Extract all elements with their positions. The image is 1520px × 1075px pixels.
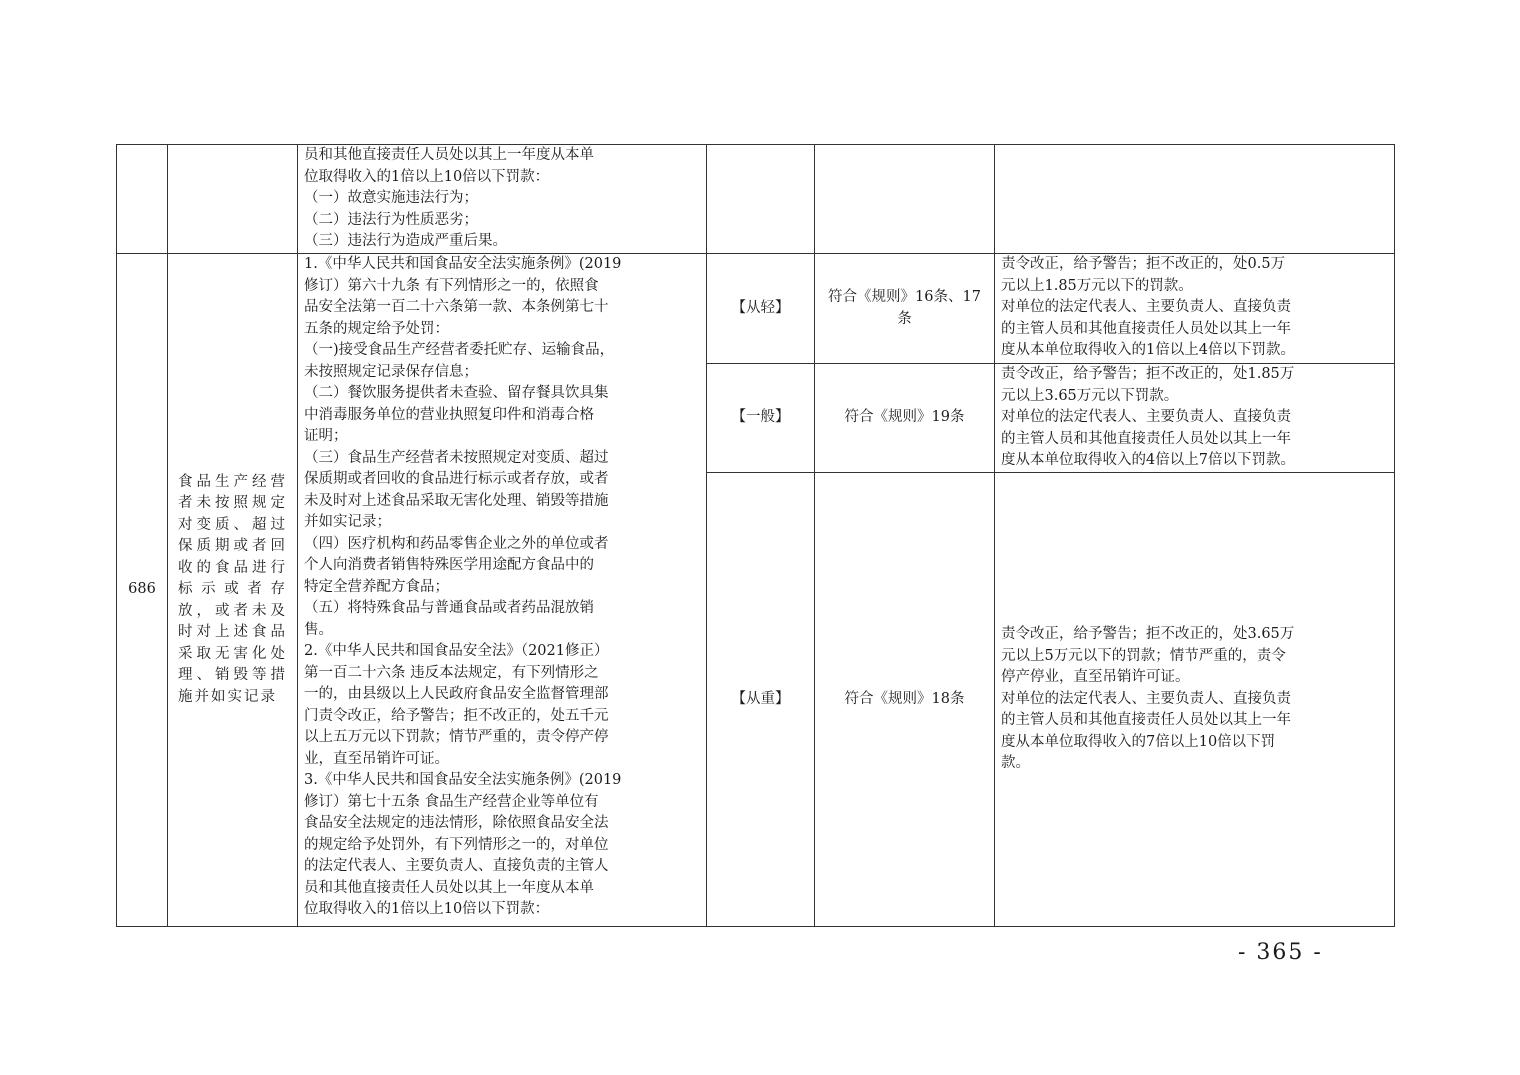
penalty-line: 度从本单位取得收入的7倍以上10倍以下罚: [1001, 733, 1276, 750]
basis-line: 修订）第七十五条 食品生产经营企业等单位有: [304, 793, 599, 810]
penalty-line: 的主管人员和其他直接责任人员处以其上一年: [1001, 712, 1291, 729]
prev-level-cell: [707, 145, 815, 254]
penalty-line: 责令改正，给予警告；拒不改正的，处0.5万: [1001, 256, 1286, 272]
basis-line: 员和其他直接责任人员处以其上一年度从本单: [304, 879, 594, 896]
penalty-line: 的主管人员和其他直接责任人员处以其上一年: [1001, 430, 1291, 447]
basis-line: 保质期或者回收的食品进行标示或者存放，或者: [304, 471, 609, 487]
penalty-line: 度从本单位取得收入的1倍以上4倍以下罚款。: [1001, 342, 1295, 358]
basis-line: （五）将特殊食品与普通食品或者药品混放销: [304, 600, 594, 616]
penalty-table: [116, 144, 1395, 927]
basis-line: 3.《中华人民共和国食品安全法实施条例》(2019: [304, 772, 622, 788]
penalty-line: 元以上1.85万元以下的罚款。: [1001, 277, 1193, 294]
penalty-line: 对单位的法定代表人、主要负责人、直接负责: [1001, 690, 1291, 707]
basis-line: 特定全营养配方食品；: [304, 578, 449, 595]
basis-line: 五条的规定给予处罚：: [304, 320, 449, 337]
basis-line: 1.《中华人民共和国食品安全法实施条例》(2019: [304, 256, 622, 272]
basis-line: 食品安全法规定的违法情形，除依照食品安全法: [304, 815, 609, 831]
prev-item-cell: [168, 145, 298, 254]
penalty-line: 责令改正，给予警告；拒不改正的，处3.65万: [1001, 626, 1295, 643]
basis-line: （三）违法行为造成严重后果。: [304, 233, 507, 249]
basis-line: 未按照规定记录保存信息；: [304, 363, 478, 380]
prev-number-cell: [117, 145, 168, 254]
penalty-normal: [995, 364, 1395, 473]
basis-line: （二）违法行为性质恶劣；: [304, 211, 478, 228]
basis-line: 员和其他直接责任人员处以其上一年度从本单: [304, 147, 594, 163]
prev-condition-cell: [815, 145, 995, 254]
level-normal: 【一般】: [707, 364, 815, 473]
page-number: - 365 -: [1238, 940, 1323, 965]
basis-line: 未及时对上述食品采取无害化处理、销毁等措施: [304, 492, 609, 509]
basis-line: 以上五万元以下罚款；情节严重的，责令停产停: [304, 729, 609, 745]
basis-line: 一的，由县级以上人民政府食品安全监督管理部: [304, 686, 609, 702]
penalty-light: [995, 254, 1395, 364]
basis-line: 修订）第六十九条 有下列情形之一的，依照食: [304, 277, 599, 294]
basis-line: 中消毒服务单位的营业执照复印件和消毒合格: [304, 406, 594, 423]
basis-line: （二）餐饮服务提供者未查验、留存餐具饮具集: [304, 385, 609, 401]
basis-line: （一）故意实施违法行为；: [304, 190, 478, 206]
legal-basis: [298, 254, 707, 927]
table-row: [117, 254, 1395, 364]
basis-line: 2.《中华人民共和国食品安全法》（2021修正）: [304, 643, 609, 659]
basis-line: （四）医疗机构和药品零售企业之外的单位或者: [304, 535, 609, 552]
penalty-line: 对单位的法定代表人、主要负责人、直接负责: [1001, 299, 1291, 315]
basis-line: 证明；: [304, 428, 348, 444]
basis-line: 个人向消费者销售特殊医学用途配方食品中的: [304, 557, 594, 573]
basis-line: 业，直至吊销许可证。: [304, 750, 449, 767]
penalty-line: 责令改正，给予警告；拒不改正的，处1.85万: [1001, 366, 1295, 382]
item-name: 食品生产经营者未按照规定对变质、超过保质期或者回收的食品进行标示或者存放，或者未及时对上述食品采取无害化处理、销毁等措施并如实记录: [168, 254, 298, 927]
penalty-line: 对单位的法定代表人、主要负责人、直接负责: [1001, 409, 1291, 425]
basis-line: 第一百二十六条 违反本法规定，有下列情形之: [304, 664, 599, 681]
basis-line: 的法定代表人、主要负责人、直接负责的主管人: [304, 858, 609, 874]
prev-basis-cell: [298, 145, 707, 254]
penalty-line: 度从本单位取得收入的4倍以上7倍以下罚款。: [1001, 452, 1295, 468]
condition-normal: 符合《规则》19条: [815, 364, 995, 473]
basis-line: 位取得收入的1倍以上10倍以下罚款：: [304, 168, 550, 185]
condition-light: 符合《规则》16条、17条: [815, 254, 995, 364]
basis-line: （三）食品生产经营者未按照规定对变质、超过: [304, 449, 609, 466]
level-light: 【从轻】: [707, 254, 815, 364]
continuation-row: [117, 145, 1395, 254]
condition-heavy: 符合《规则》18条: [815, 473, 995, 927]
penalty-line: 的主管人员和其他直接责任人员处以其上一年: [1001, 320, 1291, 337]
penalty-heavy: [995, 473, 1395, 927]
basis-line: （一)接受食品生产经营者委托贮存、运输食品，: [304, 342, 615, 358]
basis-line: 门责令改正，给予警告；拒不改正的，处五千元: [304, 707, 609, 724]
level-heavy: 【从重】: [707, 473, 815, 927]
penalty-line: 停产停业，直至吊销许可证。: [1001, 669, 1190, 686]
basis-line: 售。: [304, 621, 333, 638]
basis-line: 的规定给予处罚外，有下列情形之一的，对单位: [304, 836, 609, 853]
penalty-line: 元以上5万元以下的罚款；情节严重的，责令: [1001, 647, 1286, 664]
penalty-line: 款。: [1001, 755, 1030, 772]
basis-line: 品安全法第一百二十六条第一款、本条例第七十: [304, 299, 609, 315]
penalty-line: 元以上3.65万元以下罚款。: [1001, 387, 1179, 404]
basis-line: 并如实记录；: [304, 514, 391, 530]
row-number: 686: [117, 254, 168, 927]
prev-penalty-cell: [995, 145, 1395, 254]
basis-line: 位取得收入的1倍以上10倍以下罚款：: [304, 901, 550, 917]
